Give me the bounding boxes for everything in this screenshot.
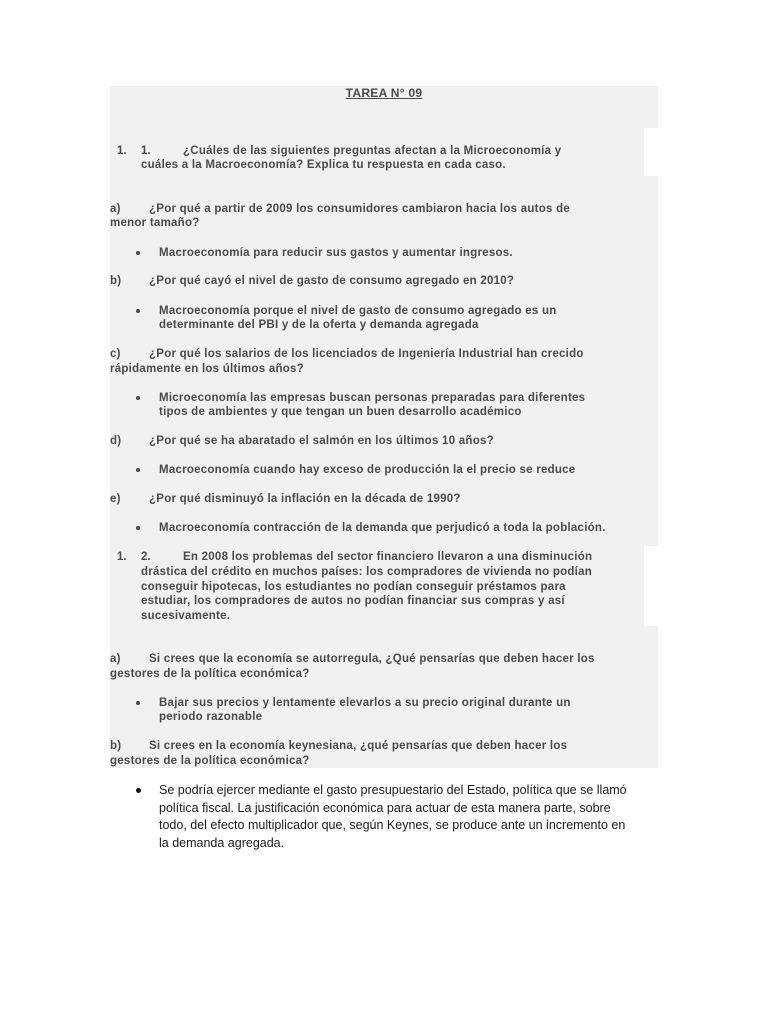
q2b-letter: b): [110, 740, 122, 752]
q2-number-outer: 1.: [117, 551, 127, 563]
q1e-question-line1: ¿Por qué disminuyó la inflación en la década de 1990?: [149, 493, 461, 505]
bullet-icon: [136, 251, 140, 255]
q1d-letter: d): [110, 435, 122, 447]
final-answer: [159, 782, 659, 852]
q1a-answer: Macroeconomía para reducir sus gastos y aumentar ingresos.: [159, 247, 513, 259]
q1d-question-line1: ¿Por qué se ha abaratado el salmón en los últimos 10 años?: [149, 435, 494, 447]
q1-text-line2: cuáles a la Macroeconomía? Explica tu respuesta en cada caso.: [141, 159, 506, 171]
bullet-icon: [136, 309, 140, 313]
bullet-icon: [136, 701, 140, 705]
q1-text-line1: ¿Cuáles de las siguientes preguntas afectan a la Microeconomía y: [183, 145, 562, 157]
bullet-icon: [136, 468, 140, 472]
bullet-icon: [136, 526, 140, 530]
page-title: TAREA N° 09: [345, 86, 423, 100]
q2a-answer-line2: periodo razonable: [159, 711, 263, 723]
q1b-letter: b): [110, 275, 122, 287]
q1a-question-line2: menor tamaño?: [110, 217, 200, 229]
q1e-letter: e): [110, 493, 121, 505]
q2a-answer-line1: Bajar sus precios y lentamente elevarlos a su precio original durante un: [159, 697, 571, 709]
q2b-question-line2: gestores de la política económica?: [110, 755, 310, 767]
final-answer-line3: todo, del efecto multiplicador que, según Keynes, se produce ante un incremento en: [159, 818, 626, 832]
q1-number-inner: 1.: [141, 145, 151, 157]
q1b-question-line1: ¿Por qué cayó el nivel de gasto de consumo agregado en 2010?: [149, 275, 515, 287]
q1a-question-line1: ¿Por qué a partir de 2009 los consumidores cambiaron hacia los autos de: [149, 203, 571, 215]
q1b-answer-line1: Macroeconomía porque el nivel de gasto de consumo agregado es un: [159, 305, 557, 317]
q1a-letter: a): [110, 203, 121, 215]
q2a-question-line2: gestores de la política económica?: [110, 668, 310, 680]
q2-text-line2: drástica del crédito en muchos países: los compradores de vivienda no podían: [141, 566, 593, 578]
q1d-answer: Macroeconomía cuando hay exceso de producción la el precio se reduce: [159, 464, 576, 476]
final-answer-line1: Se podría ejercer mediante el gasto presupuestario del Estado, política que se llamó: [159, 783, 627, 797]
bullet-icon: [136, 788, 141, 793]
q1b-answer-line2: determinante del PBI y de la oferta y demanda agregada: [159, 319, 479, 331]
bullet-icon: [136, 396, 140, 400]
q2-text-line5: sucesivamente.: [141, 610, 231, 622]
final-answer-line2: política fiscal. La justificación económica para actuar de esta manera parte, sobre: [159, 800, 611, 815]
q1c-question-line2: rápidamente en los últimos años?: [110, 363, 304, 375]
q1-number-outer: 1.: [117, 145, 127, 157]
q2-number-inner: 2.: [141, 551, 151, 563]
q2-text-line4: estudiar, los compradores de autos no podían financiar sus compras y así: [141, 595, 565, 607]
q1c-question-line1: ¿Por qué los salarios de los licenciados de Ingeniería Industrial han crecido: [149, 348, 584, 360]
q1e-answer: Macroeconomía contracción de la demanda que perjudicó a toda la población.: [159, 522, 606, 534]
q1c-letter: c): [110, 348, 121, 360]
q1c-answer-line2: tipos de ambientes y que tengan un buen desarrollo académico: [159, 406, 522, 418]
q2a-question-line1: Si crees que la economía se autorregula, ¿Qué pensarías que deben hacer los: [149, 653, 595, 665]
q2a-letter: a): [110, 653, 121, 665]
final-answer-line4: la demanda agregada.: [159, 835, 285, 850]
q2b-question-line1: Si crees en la economía keynesiana, ¿qué pensarías que deben hacer los: [149, 740, 568, 752]
q1c-answer-line1: Microeconomía las empresas buscan personas preparadas para diferentes: [159, 392, 586, 404]
q2-text-line3: conseguir hipotecas, los estudiantes no podían conseguir préstamos para: [141, 581, 566, 593]
q2-text-line1: En 2008 los problemas del sector financiero llevaron a una disminución: [183, 551, 593, 563]
